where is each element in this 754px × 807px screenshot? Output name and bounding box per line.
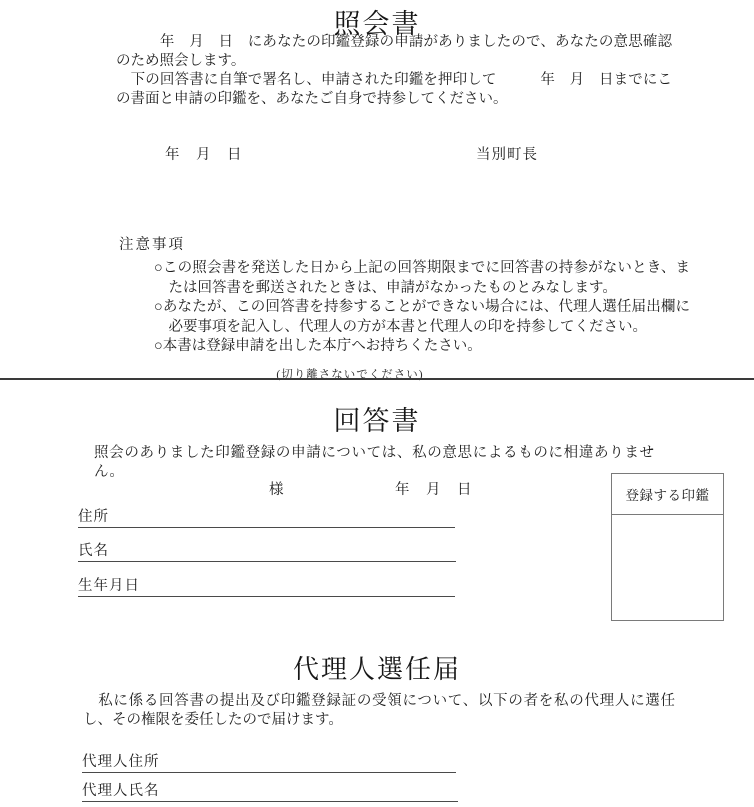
proxy-statement-paragraph: 私に係る回答書の提出及び印鑑登録証の受領について、以下の者を私の代理人に選任し、その権限を委任したので届けます。	[83, 693, 675, 728]
name-field-line	[78, 539, 456, 562]
address-field-label: 住所	[78, 509, 109, 525]
note-item-bring-to-office: ○本書は登録申請を出した本庁へお持ちくたさい。	[154, 338, 482, 354]
addressee-honorific: 様	[269, 482, 285, 498]
cut-line-rule	[0, 378, 754, 380]
note-item-no-response: ○この照会書を発送した日から上記の回答期限までに回答書の持参がないとき、または回答書を郵送されたときは、申請がなかったものとみなします。	[154, 260, 690, 296]
inquiry-issue-date-blank: 年 月 日	[165, 147, 243, 163]
reply-title: 回答書	[333, 406, 421, 436]
do-not-detach-label: (切り離さないでください)	[276, 369, 424, 381]
inquiry-intro-paragraph: 年 月 日 にあなたの印鑑登録の申請がありましたので、あなたの意思確認のため照会します。	[116, 34, 672, 69]
reply-statement-paragraph: 照会のありました印鑑登録の申請については、私の意思によるものに相違ありません。	[94, 445, 654, 480]
proxy-name-field-line	[82, 779, 458, 802]
seal-registration-box	[611, 473, 724, 621]
notes-heading: 注意事項	[119, 237, 185, 253]
seal-box-label: 登録する印鑑	[612, 474, 723, 515]
birthdate-field-line	[78, 574, 455, 597]
seal-stamp-area	[612, 515, 723, 620]
address-field-line	[78, 505, 455, 528]
inquiry-title: 照会書	[333, 9, 421, 39]
notes-list	[154, 259, 690, 357]
inquiry-deadline-paragraph: 下の回答書に自筆で署名し、申請された印鑑を押印して 年 月 日までにこの書面と申請の印鑑を、あなたご自身で持参してください。	[116, 72, 672, 107]
proxy-address-field-line	[82, 750, 456, 773]
proxy-title: 代理人選任届	[292, 655, 461, 684]
birthdate-field-label: 生年月日	[78, 578, 140, 594]
reply-date-blank: 年 月 日	[395, 482, 473, 498]
proxy-name-field-label: 代理人氏名	[82, 783, 160, 799]
note-item-proxy-option: ○あなたが、この回答書を持参することができない場合には、代理人選任届出欄に必要事項を記入し、代理人の方が本書と代理人の印を持参してください。	[154, 299, 690, 335]
mayor-title: 当別町長	[476, 147, 538, 163]
name-field-label: 氏名	[78, 543, 109, 559]
proxy-address-field-label: 代理人住所	[82, 754, 160, 770]
